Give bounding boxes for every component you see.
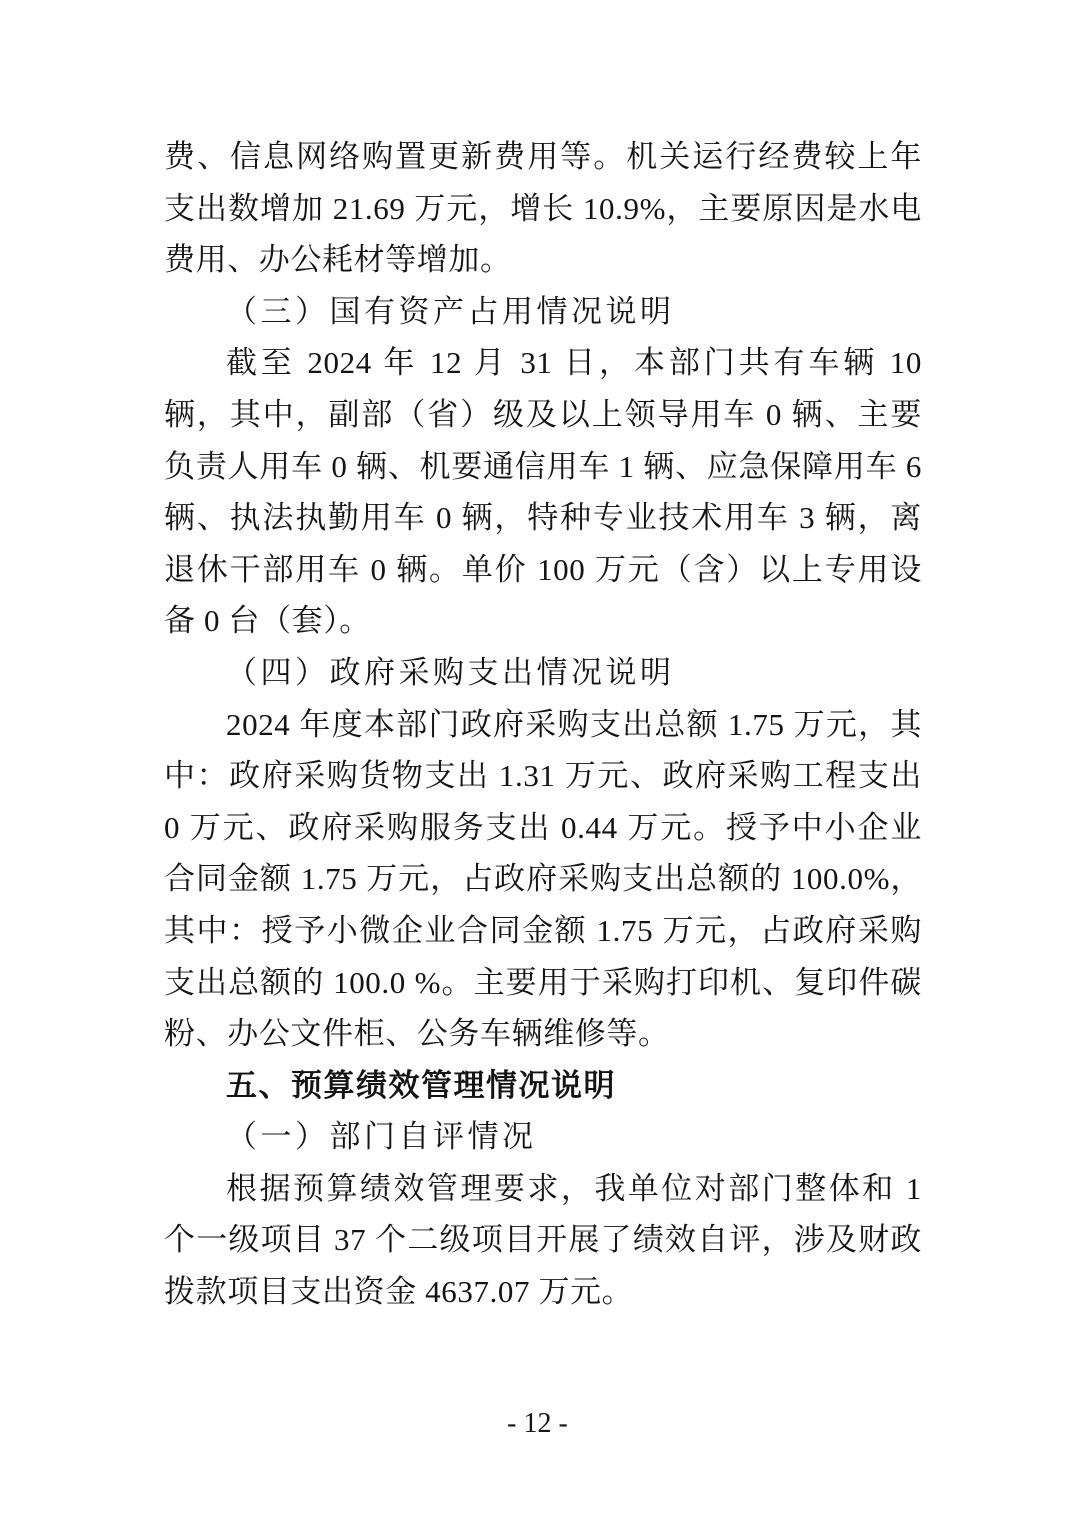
paragraph-vehicles-equipment: 截至 2024 年 12 月 31 日，本部门共有车辆 10 辆，其中，副部（省）级及以上领导用车 0 辆、主要负责人用车 0 辆、机要通信用车 1 辆、应急保障用车 6 辆、执法执勤用车 0 辆，特种专业技术用车 3 辆，离退休干部用车 0 辆。单价 100 万元（含）以上专用设备 0 台（套）。 <box>164 345 922 639</box>
sub-heading-state-assets: （三）国有资产占用情况说明 <box>226 293 675 329</box>
section-heading-budget-performance: 五、预算绩效管理情况说明 <box>226 1067 616 1103</box>
page-number: - 12 - <box>507 1408 568 1439</box>
document-text-block <box>164 131 922 1318</box>
sub-heading-government-procurement: （四）政府采购支出情况说明 <box>226 654 675 690</box>
sub-heading-self-evaluation: （一）部门自评情况 <box>226 1119 537 1155</box>
paragraph-agency-operating-costs: 费、信息网络购置更新费用等。机关运行经费较上年支出数增加 21.69 万元，增长 10.9%，主要原因是水电费用、办公耗材等增加。 <box>164 139 922 278</box>
paragraph-self-evaluation-details: 根据预算绩效管理要求，我单位对部门整体和 1 个一级项目 37 个二级项目开展了绩效自评，涉及财政拨款项目支出资金 4637.07 万元。 <box>164 1170 922 1310</box>
paragraph-procurement-details: 2024 年度本部门政府采购支出总额 1.75 万元，其中：政府采购货物支出 1.31 万元、政府采购工程支出 0 万元、政府采购服务支出 0.44 万元。授予中小企业合同金额 1.75 万元，占政府采购支出总额的 100.0%，其中：授予小微企业合同金额 1.75 万元，占政府采购支出总额的 100.0 %。主要用于采购打印机、复印件碳粉、办公文件柜、公务车辆维修等。 <box>164 706 922 1052</box>
